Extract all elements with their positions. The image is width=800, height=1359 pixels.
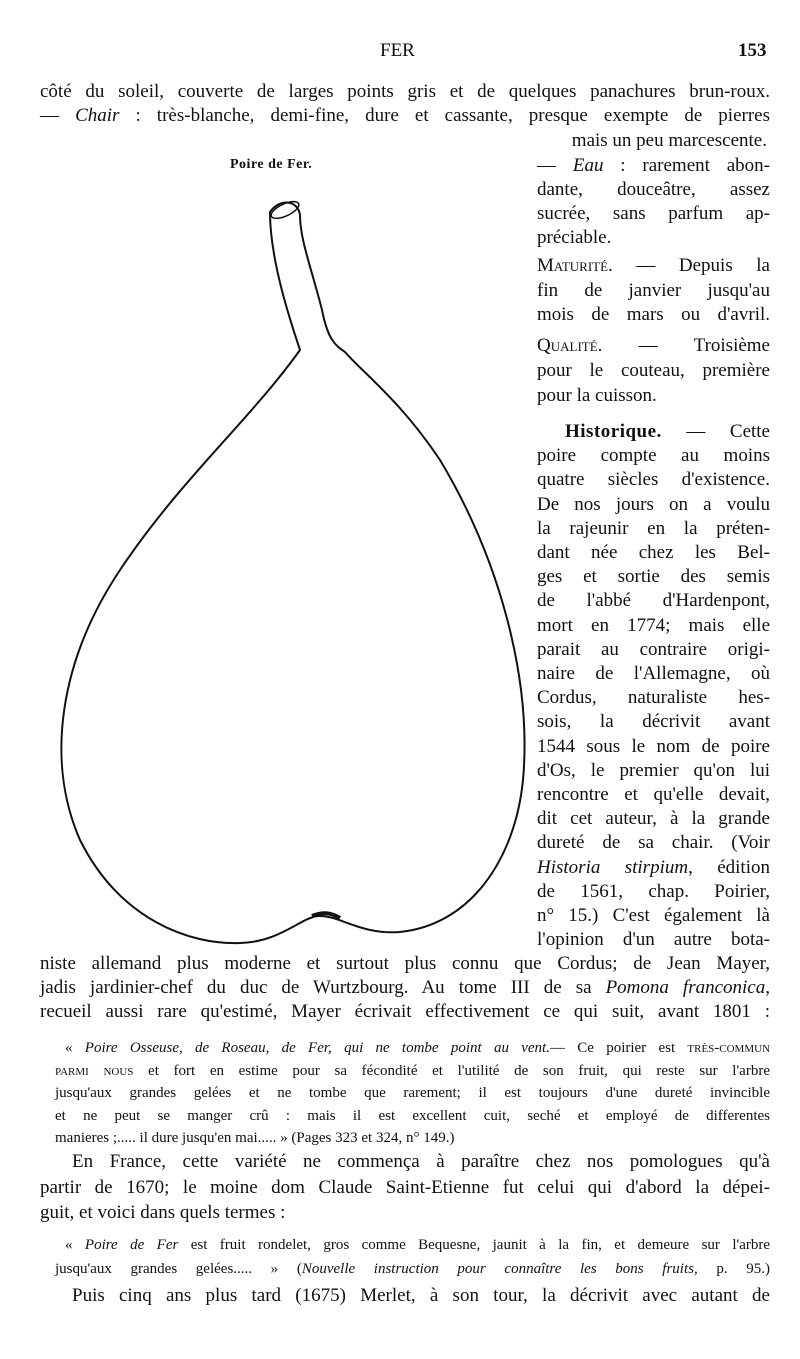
text-line: jadis jardinier-chef du duc de Wurtzbourg. Au tome III de sa Pomona franconica, bbox=[40, 977, 770, 998]
text-line: dureté de sa chair. (Voir bbox=[537, 832, 770, 854]
text-line: de l'abbé d'Hardenpont, bbox=[537, 590, 770, 612]
quote-line: « Poire Osseuse, de Roseau, de Fer, qui ne tombe point au vent.— Ce poirier est très-commun bbox=[65, 1040, 771, 1056]
text-line: dit cet auteur, à la grande bbox=[537, 808, 770, 830]
text-line: Qualité. — Troisième bbox=[537, 335, 770, 356]
text-line: côté du soleil, couverte de larges points gris et de quelques panachures brun-roux. bbox=[40, 81, 770, 102]
quote-line: manieres ;..... il dure jusqu'en mai..... » (Pages 323 et 324, n° 149.) bbox=[55, 1130, 455, 1146]
text-line: mais un peu marcescente. bbox=[571, 130, 767, 151]
quote-line: jusqu'aux grandes gelées et ne tombe que rarement; il est toujours d'une dureté invincible bbox=[55, 1085, 770, 1101]
text-line: mort en 1774; mais elle bbox=[537, 614, 770, 636]
running-head: FER bbox=[380, 40, 415, 61]
text-line: quatre siècles d'existence. bbox=[537, 469, 770, 491]
text-line: niste allemand plus moderne et surtout plus connu que Cordus; de Jean Mayer, bbox=[40, 953, 770, 974]
text-line: pour le couteau, première bbox=[537, 360, 770, 381]
text-line: guit, et voici dans quels termes : bbox=[40, 1202, 286, 1223]
text-line: De nos jours on a voulu bbox=[537, 493, 770, 515]
text-line: pour la cuisson. bbox=[537, 385, 657, 406]
text-line: n° 15.) C'est également là bbox=[537, 905, 770, 926]
text-line: Maturité. — Depuis la bbox=[537, 255, 770, 276]
text-line: la rajeunir en la préten- bbox=[537, 517, 770, 539]
text-line: ges et sortie des semis bbox=[537, 566, 770, 588]
text-line bbox=[565, 420, 770, 444]
quote-line: « Poire de Fer est fruit rondelet, gros comme Bequesne, jaunit à la fin, et demeure sur l'arbre bbox=[65, 1237, 770, 1253]
quote-line: et ne peut se manger crû : mais il est excellent cuit, seché et employé de differentes bbox=[55, 1108, 770, 1124]
text-line: parait au contraire origi- bbox=[537, 638, 770, 660]
text-line bbox=[537, 856, 770, 880]
text-line: En France, cette variété ne commença à paraître chez nos pomologues qu'à bbox=[72, 1151, 770, 1172]
text-line: fin de janvier jusqu'au bbox=[537, 280, 770, 301]
text-line: — Chair : très-blanche, demi-fine, dure et cassante, presque exempte de pierres bbox=[40, 105, 770, 126]
text-span: Historia stirpium bbox=[537, 856, 689, 878]
text-line: naire de l'Allemagne, où bbox=[537, 663, 770, 684]
page-number: 153 bbox=[738, 40, 767, 61]
quote-line: jusqu'aux grandes gelées..... » (Nouvelle instruction pour connaître les bons fruits, p. 95.) bbox=[55, 1261, 771, 1277]
text-line: Cordus, naturaliste hes- bbox=[537, 687, 770, 709]
text-span: — Cette bbox=[661, 421, 770, 442]
text-line: poire compte au moins bbox=[537, 445, 770, 467]
text-line: l'opinion d'un autre bota- bbox=[537, 929, 770, 951]
text-span: Historique. bbox=[565, 421, 662, 442]
text-line: Puis cinq ans plus tard (1675) Merlet, à son tour, la décrivit avec autant de bbox=[72, 1285, 770, 1306]
text-line: dant née chez les Bel- bbox=[537, 542, 770, 563]
text-line: mois de mars ou d'avril. bbox=[537, 304, 770, 325]
text-line: recueil aussi rare qu'estimé, Mayer écrivait effectivement ce qui suit, avant 1801 : bbox=[40, 1001, 770, 1022]
text-line: sois, la décrivit avant bbox=[537, 711, 770, 733]
text-line: partir de 1670; le moine dom Claude Saint-Etienne fut celui qui d'abord la dépei- bbox=[40, 1177, 770, 1198]
text-line: préciable. bbox=[537, 227, 612, 248]
quote-line: parmi nous et fort en estime pour sa fécondité et l'utilité de son fruit, qui reste sur l'arbre bbox=[55, 1063, 770, 1079]
text-line: — Eau : rarement abon- bbox=[537, 155, 770, 176]
text-line: sucrée, sans parfum ap- bbox=[537, 203, 770, 224]
text-line: rencontre et qu'elle devait, bbox=[537, 784, 770, 805]
text-line: de 1561, chap. Poirier, bbox=[537, 880, 770, 902]
text-span: , édition bbox=[688, 856, 770, 878]
text-line: 1544 sous le nom de poire bbox=[537, 735, 770, 757]
text-line: dante, douceâtre, assez bbox=[537, 179, 770, 200]
text-line: d'Os, le premier qu'on lui bbox=[537, 759, 770, 781]
figure-caption: Poire de Fer. bbox=[230, 157, 313, 172]
